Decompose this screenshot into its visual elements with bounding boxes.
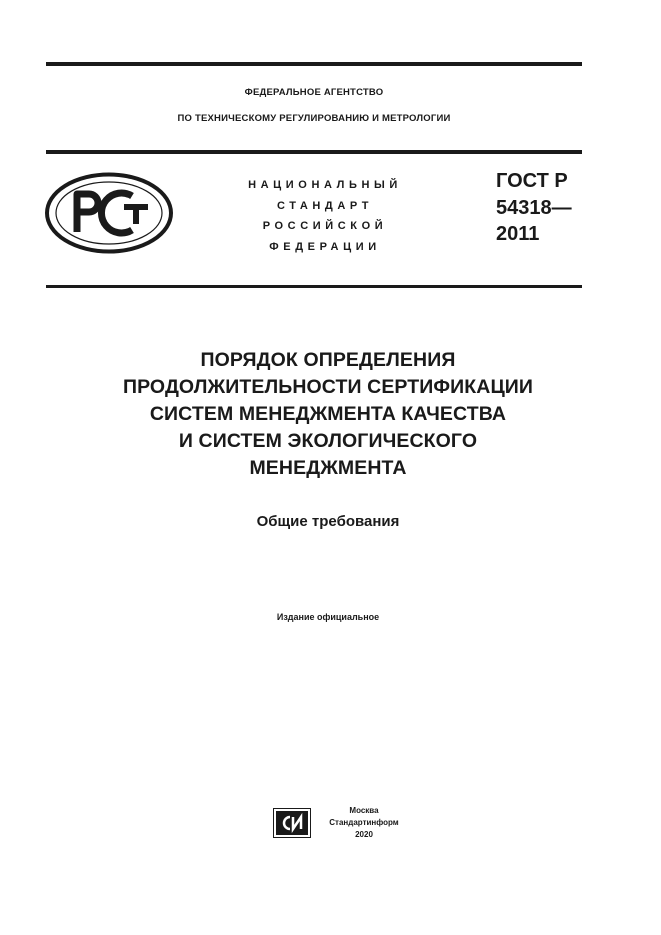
standard-designation xyxy=(496,168,596,248)
designation-line: 2011 xyxy=(496,223,540,245)
designation-line: 54318— xyxy=(496,196,572,219)
publisher-imprint xyxy=(314,805,414,841)
agency-name-line1: ФЕДЕРАЛЬНОЕ АГЕНТСТВО xyxy=(244,87,384,98)
publisher-city: Москва xyxy=(349,806,379,815)
edition-note: Издание официальное xyxy=(276,612,380,622)
standard-type-line: СТАНДАРТ xyxy=(276,199,374,212)
agency-name-line2: ПО ТЕХНИЧЕСКОМУ РЕГУЛИРОВАНИЮ И МЕТРОЛОГИИ xyxy=(177,113,451,124)
document-subtitle: Общие требования xyxy=(256,513,400,530)
header-rule xyxy=(46,150,582,154)
title-line: И СИСТЕМ ЭКОЛОГИЧЕСКОГО xyxy=(178,430,478,452)
masthead-bottom-rule xyxy=(46,285,582,288)
document-title xyxy=(60,347,596,482)
standard-type xyxy=(216,175,434,257)
publisher-name: Стандартинформ xyxy=(329,818,399,827)
publication-year: 2020 xyxy=(355,830,373,839)
top-rule xyxy=(46,62,582,66)
title-line: ПОРЯДОК ОПРЕДЕЛЕНИЯ xyxy=(200,349,456,371)
standard-type-line: РОССИЙСКОЙ xyxy=(262,220,388,232)
standartinform-logo-icon xyxy=(273,808,311,838)
standard-type-line: ФЕДЕРАЦИИ xyxy=(269,240,381,253)
designation-line: ГОСТ Р xyxy=(496,170,568,192)
title-line: МЕНЕДЖМЕНТА xyxy=(249,457,407,479)
title-line: СИСТЕМ МЕНЕДЖМЕНТА КАЧЕСТВА xyxy=(149,403,507,425)
standard-type-line: НАЦИОНАЛЬНЫЙ xyxy=(248,179,402,191)
rst-certification-mark-icon xyxy=(44,172,174,254)
title-line: ПРОДОЛЖИТЕЛЬНОСТИ СЕРТИФИКАЦИИ xyxy=(122,376,534,398)
